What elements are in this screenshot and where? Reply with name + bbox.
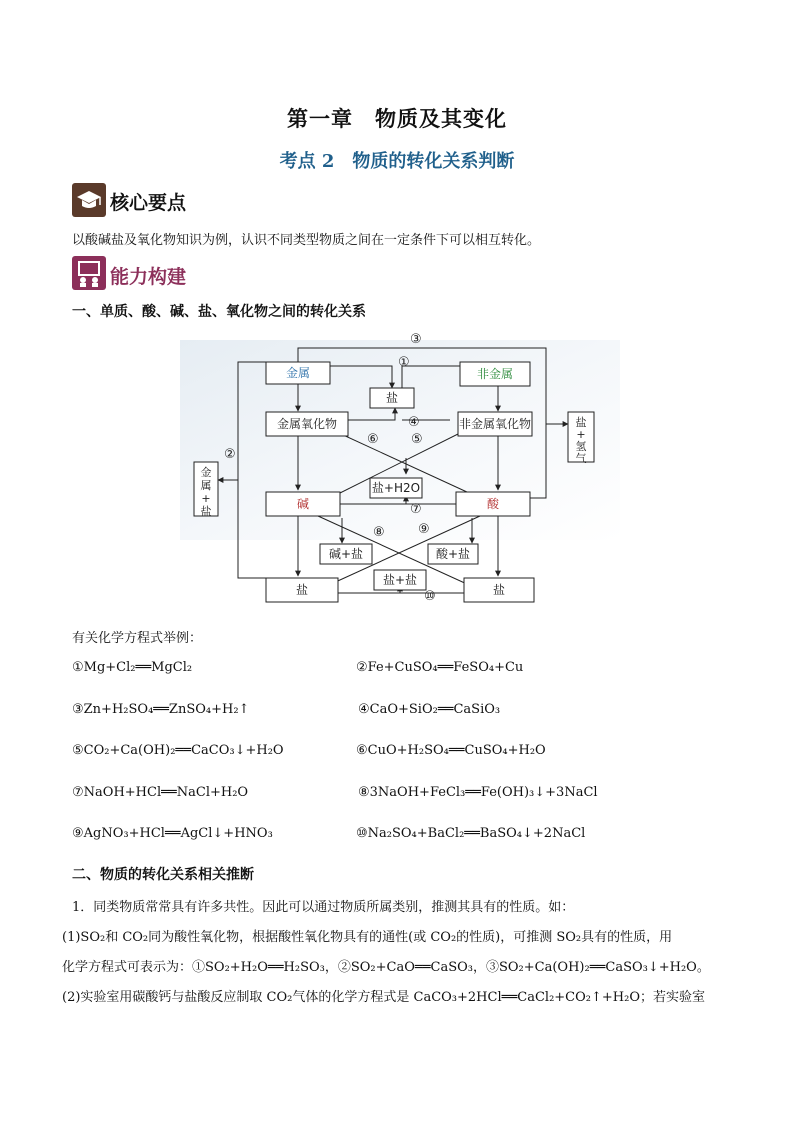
box-salt-top: 盐: [385, 391, 399, 405]
label-6: ⑥: [367, 432, 379, 447]
box-salt-h2o: 盐+H2O: [371, 481, 421, 495]
box-metal-salt: 金属+盐: [200, 466, 212, 518]
conversion-diagram: [180, 328, 620, 610]
box-metal-oxide: 金属氧化物: [276, 417, 338, 431]
label-5: ⑤: [411, 432, 423, 447]
label-1: ①: [398, 355, 410, 370]
equation-8: ⑧3NaOH+FeCl₃══Fe(OH)₃↓+3NaCl: [358, 785, 598, 800]
label-3: ③: [410, 332, 422, 347]
section-core-label: 核心要点: [110, 192, 187, 214]
box-acid-salt: 酸+盐: [435, 547, 471, 561]
equation-9: ⑨AgNO₃+HCl══AgCl↓+HNO₃: [72, 826, 273, 841]
label-8: ⑧: [373, 525, 385, 540]
paragraph-3: 化学方程式可表示为：①SO₂+H₂O══H₂SO₃，②SO₂+CaO══CaSO₃，③SO₂+Ca(OH)₂══CaSO₃↓+H₂O。: [62, 960, 710, 975]
part1-heading: 一、单质、酸、碱、盐、氧化物之间的转化关系: [72, 304, 366, 320]
topic-title: 考点 2 物质的转化关系判断: [279, 151, 515, 172]
equation-4: ④CaO+SiO₂══CaSiO₃: [358, 702, 501, 717]
box-nonmetal-oxide: 非金属氧化物: [458, 417, 532, 431]
label-10: ⑩: [424, 589, 436, 604]
box-acid: 酸: [486, 497, 500, 511]
equation-10: ⑩Na₂SO₄+BaCl₂══BaSO₄↓+2NaCl: [356, 826, 586, 841]
label-9: ⑨: [418, 522, 430, 537]
section-ability-label: 能力构建: [110, 266, 187, 288]
equation-3: ③Zn+H₂SO₄══ZnSO₄+H₂↑: [72, 702, 250, 717]
box-base-salt: 碱+盐: [328, 547, 364, 561]
box-salt-h2: 盐+氢气: [575, 416, 587, 465]
chapter-title: 第一章 物质及其变化: [287, 106, 507, 131]
paragraph-4: (2)实验室用碳酸钙与盐酸反应制取 CO₂气体的化学方程式是 CaCO₃+2HCl══CaCl₂+CO₂↑+H₂O；若实验室: [62, 990, 705, 1005]
label-7: ⑦: [410, 502, 422, 517]
equation-6: ⑥CuO+H₂SO₄══CuSO₄+H₂O: [356, 743, 546, 758]
box-metal: 金属: [285, 366, 311, 380]
equation-5: ⑤CO₂+Ca(OH)₂══CaCO₃↓+H₂O: [72, 743, 284, 758]
equation-2: ②Fe+CuSO₄══FeSO₄+Cu: [356, 660, 524, 675]
core-text: 以酸碱盐及氧化物知识为例，认识不同类型物质之间在一定条件下可以相互转化。: [72, 233, 541, 248]
box-nonmetal: 非金属: [476, 367, 514, 381]
equation-7: ⑦NaOH+HCl══NaCl+H₂O: [72, 785, 249, 800]
box-salt-salt: 盐+盐: [382, 573, 418, 587]
paragraph-1: 1．同类物质常常具有许多共性。因此可以通过物质所属类别，推测其具有的性质。如：: [72, 900, 575, 915]
label-2: ②: [224, 447, 236, 462]
part2-heading: 二、物质的转化关系相关推断: [72, 867, 254, 883]
graduation-cap-icon: [72, 183, 106, 217]
label-4: ④: [408, 415, 420, 430]
examples-heading: 有关化学方程式举例：: [72, 631, 203, 646]
paragraph-2: (1)SO₂和 CO₂同为酸性氧化物，根据酸性氧化物具有的通性(或 CO₂的性质)，可推测 SO₂具有的性质，用: [62, 930, 673, 945]
equation-1: ①Mg+Cl₂══MgCl₂: [72, 660, 193, 675]
box-salt-right: 盐: [492, 583, 506, 597]
presentation-icon: [72, 256, 106, 290]
box-salt-left: 盐: [295, 583, 309, 597]
box-base: 碱: [296, 497, 310, 511]
